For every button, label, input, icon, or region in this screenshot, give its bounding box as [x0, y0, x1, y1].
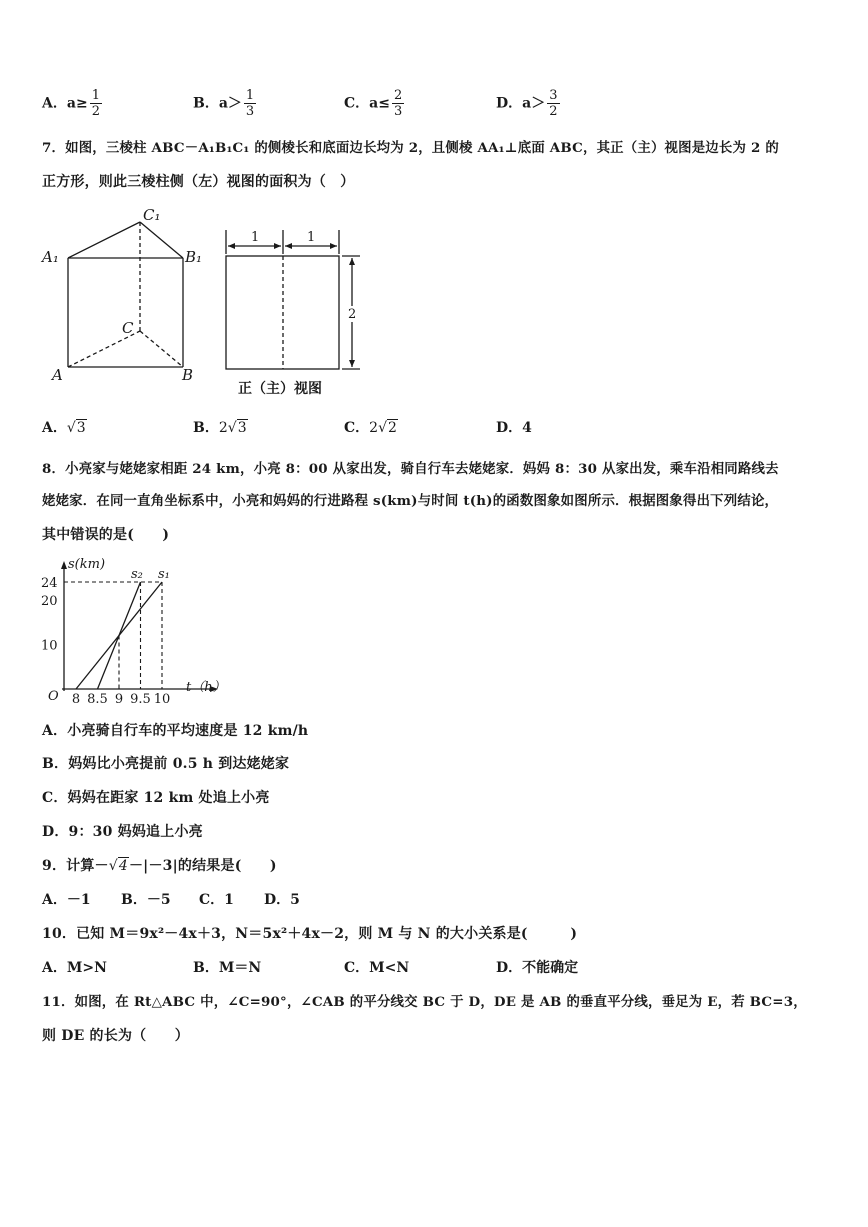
edge-c1b1: [140, 222, 183, 258]
y-axis-arrow: [61, 561, 67, 569]
y-tick-label: 10: [41, 638, 58, 654]
label-b: B: [182, 366, 194, 384]
q10-option-a: A．M>N: [42, 960, 107, 976]
q6-option-c: C．a≤ $\frac{2}{3}$: [344, 88, 403, 119]
label-c1: C₁: [143, 206, 161, 224]
q10-option-c: C．M<N: [344, 960, 410, 976]
q8-stem-line1: 8．小亮家与姥姥家相距 24 km，小亮 8：00 从家出发，骑自行车去姥姥家．妈妈 8：30 从家出发，乘车沿相同路线去: [42, 461, 779, 477]
fraction: $\frac{2}{3}$: [393, 88, 403, 119]
q9-option-d: D．5: [264, 892, 300, 908]
x-tick-label: 10: [153, 692, 171, 705]
sqrt: √4: [108, 858, 128, 874]
edge-a1c1: [68, 222, 140, 258]
s1-label: s₁: [158, 567, 170, 582]
y-tick-label: 24: [41, 576, 58, 591]
dim-label-w1: 1: [251, 230, 260, 245]
q10-option-b: B．M＝N: [193, 960, 262, 976]
sqrt: 2√3: [218, 420, 247, 436]
label-a1: A₁: [42, 248, 59, 266]
q6-option-b: B．a＞ $\frac{1}{3}$: [193, 88, 255, 119]
y-axis-label: s(km): [68, 557, 106, 572]
q8-option-a: A．小亮骑自行车的平均速度是 12 km/h: [42, 723, 309, 739]
q11-stem-line2: 则 DE 的长为（ ）: [42, 1028, 189, 1044]
y-tick-label: 20: [41, 593, 58, 609]
q7-option-a: A．√3: [42, 420, 86, 436]
x-tick-label: 8.5: [87, 692, 108, 705]
label-c: C: [122, 319, 134, 337]
label-b1: B₁: [185, 248, 203, 266]
q6-option-a: A．a≥ $\frac{1}{2}$: [42, 88, 100, 119]
prism-figure: [40, 200, 210, 390]
fraction: $\frac{1}{2}$: [91, 88, 100, 119]
x-tick-label: 8: [71, 692, 81, 705]
edge-cb-hidden: [140, 331, 183, 367]
front-view-caption: 正（主）视图: [238, 381, 322, 397]
q7-stem-line1: 7．如图，三棱柱 ABC－A₁B₁C₁ 的侧棱长和底面边长均为 2，且侧棱 AA₁⊥底面 ABC，其正（主）视图是边长为 2 的: [42, 140, 779, 156]
x-tick-label: 9.5: [130, 692, 151, 705]
x-tick-label: 9: [114, 692, 124, 705]
front-view-figure: [218, 222, 368, 404]
q9-stem: 9．计算－√4－|－3|的结果是( ): [42, 858, 277, 874]
q9-option-a: A．－1: [42, 892, 91, 908]
q8-stem-line3: 其中错误的是( ): [42, 527, 170, 543]
fraction: $\frac{1}{3}$: [245, 88, 255, 119]
distance-time-graph: [38, 555, 228, 705]
q10-option-d: D．不能确定: [496, 960, 579, 976]
q7-option-b: B．2√3: [193, 420, 247, 436]
q7-stem-line2: 正方形，则此三棱柱侧（左）视图的面积为（ ）: [42, 174, 355, 190]
dim-label-h: 2: [348, 307, 357, 322]
q6-option-d: D．a＞ $\frac{3}{2}$: [496, 88, 558, 119]
q11-stem-line1: 11．如图，在 Rt△ABC 中，∠C=90°，∠CAB 的平分线交 BC 于 D，DE 是 AB 的垂直平分线，垂足为 E，若 BC=3，: [42, 994, 807, 1010]
q7-option-c: C．2√2: [344, 420, 397, 436]
q10-stem: 10．已知 M＝9x²－4x＋3，N＝5x²＋4x－2，则 M 与 N 的大小关系是( ): [42, 926, 578, 942]
q7-option-d: D．4: [496, 420, 532, 436]
label-a: A: [52, 366, 63, 384]
s2-label: s₂: [131, 567, 143, 582]
sqrt: 2√2: [369, 420, 397, 436]
sqrt: √3: [66, 420, 86, 436]
q8-option-b: B．妈妈比小亮提前 0.5 h 到达姥姥家: [42, 756, 290, 772]
q8-option-c: C．妈妈在距家 12 km 处追上小亮: [42, 790, 270, 806]
dim-label-w2: 1: [307, 230, 316, 245]
q8-stem-line2: 姥姥家．在同一直角坐标系中，小亮和妈妈的行进路程 s(km)与时间 t(h)的函数图象如图所示．根据图象得出下列结论，: [42, 493, 779, 509]
q8-option-d: D．9：30 妈妈追上小亮: [42, 824, 203, 840]
q9-option-c: C．1: [199, 892, 234, 908]
x-axis-label: t（h）: [186, 680, 226, 695]
origin-label: O: [48, 689, 59, 704]
q9-option-b: B．－5: [121, 892, 171, 908]
fraction: $\frac{3}{2}$: [549, 88, 558, 119]
